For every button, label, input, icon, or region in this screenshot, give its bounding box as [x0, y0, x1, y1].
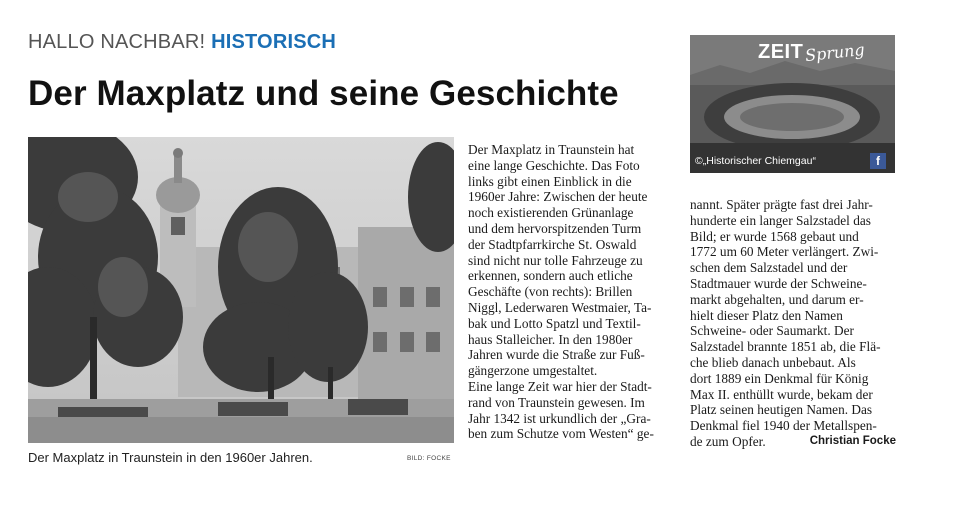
article-photo: [28, 137, 454, 443]
column-1-line: haus Stalleicher. In den 1980er: [468, 331, 633, 347]
column-2-line: Bild; er wurde 1568 gebaut und: [690, 228, 859, 244]
column-1-line: Jahren wurde die Straße zur Fuß-: [468, 347, 645, 363]
column-2-line: Denkmal fiel 1940 der Metallspen-: [690, 418, 877, 434]
column-1-line: 1960er Jahre: Zwischen der heute: [468, 189, 648, 205]
column-1-line: erkennen, sondern auch etliche: [468, 268, 633, 284]
logo-word-main: ZEIT: [758, 41, 804, 63]
column-1-line: Der Maxplatz in Traunstein hat: [468, 142, 635, 157]
column-1-line: eine lange Geschichte. Das Foto: [468, 157, 640, 173]
column-1-line: bak und Lotto Spatzl und Textil-: [468, 315, 641, 331]
column-2-line: Stadtmauer wurde der Schweine-: [690, 275, 867, 291]
kicker-section: HISTORISCH: [211, 31, 337, 53]
article-author: Christian Focke: [809, 434, 896, 447]
logo-source: ©„Historischer Chiemgau“: [695, 155, 816, 167]
column-1-line: Niggl, Lederwaren Westmaier, Ta-: [468, 299, 652, 315]
article-headline: Der Maxplatz und seine Geschichte: [28, 74, 619, 113]
column-1-line: und dem hervorspitzenden Turm: [468, 220, 642, 236]
column-1-line: rand von Traunstein gewesen. Im: [468, 394, 645, 410]
column-2-line: nannt. Später prägte fast drei Jahr-: [690, 197, 873, 212]
photo-credit: BILD: FOCKE: [407, 455, 451, 462]
maxplatz-photo-graphic: [28, 137, 454, 443]
article-column-2-lines: [690, 197, 896, 434]
column-2-line: dort 1889 ein Denkmal für König: [690, 370, 869, 386]
column-2-line: Salzstadel brannte 1851 ab, die Flä-: [690, 339, 881, 355]
column-1-line: Eine lange Zeit war hier der Stadt-: [468, 378, 652, 394]
column-2-line: che blieb danach unbebaut. Als: [690, 354, 856, 370]
zeitsprung-wordmark: [758, 41, 865, 64]
logo-word-script: Sprung: [804, 39, 866, 66]
column-1-line: Jahr 1342 ist urkundlich der „Gra-: [468, 410, 651, 426]
article-closing-text: de zum Opfer.: [690, 433, 766, 449]
column-2-line: schen dem Salzstadel und der: [690, 260, 848, 276]
section-kicker: [28, 30, 336, 54]
column-1-line: ben zum Schutze vom Westen“ ge-: [468, 426, 654, 442]
column-2-line: markt abgehalten, und darum er-: [690, 291, 864, 307]
column-1-line: gängerzone umgestaltet.: [468, 363, 598, 379]
column-2-line: Platz seinen heutigen Namen. Das: [690, 402, 873, 418]
article-last-line: [690, 434, 896, 450]
facebook-icon: f: [870, 153, 886, 169]
column-1-line: sind nicht nur tolle Fahrzeuge zu: [468, 252, 643, 268]
column-1-line: Geschäfte (von rechts): Brillen: [468, 284, 633, 300]
column-1-line: der Stadtpfarrkirche St. Oswald: [468, 236, 637, 252]
column-2-line: hielt dieser Platz den Namen: [690, 307, 843, 323]
column-1-line: noch existierenden Grünanlage: [468, 205, 634, 221]
column-2-line: Max II. enthüllt wurde, bekam der: [690, 386, 873, 402]
photo-caption: Der Maxplatz in Traunstein in den 1960er Jahren.: [28, 450, 313, 465]
column-2-line: 1772 um 60 Meter verlängert. Zwi-: [690, 244, 879, 260]
column-1-line: links gibt einen Einblick in die: [468, 173, 632, 189]
article-column-2: [690, 197, 896, 450]
column-2-line: hunderte ein langer Salzstadel das: [690, 212, 871, 228]
column-2-line: Schweine- oder Saumarkt. Der: [690, 323, 854, 339]
zeitsprung-logo: [690, 35, 895, 173]
kicker-prefix: HALLO NACHBAR!: [28, 31, 212, 53]
article-column-1: [468, 142, 680, 442]
